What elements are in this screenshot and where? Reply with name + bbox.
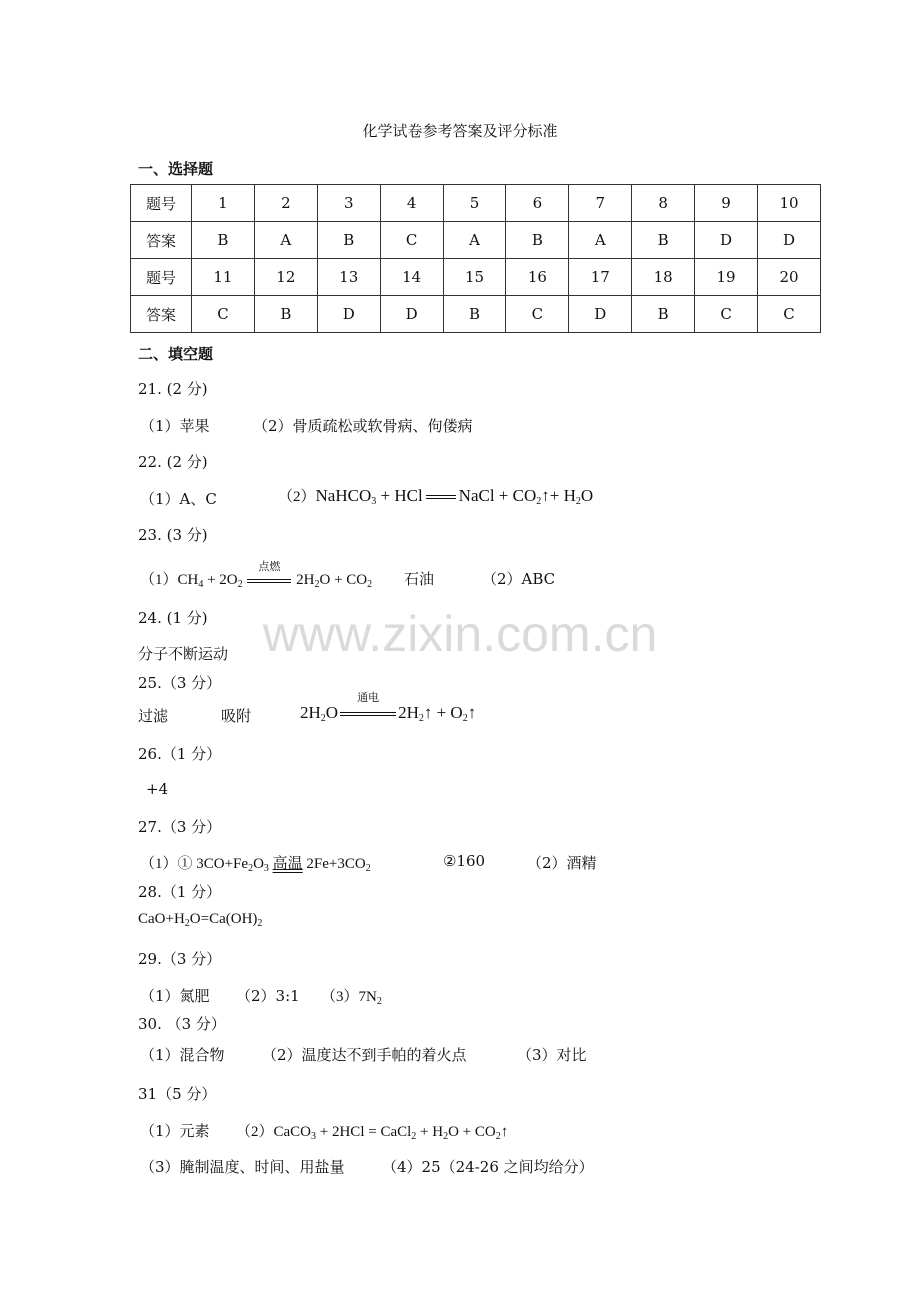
question-22-answer-1: （1）A、C — [140, 490, 217, 508]
table-cell: 17 — [569, 259, 632, 296]
question-31-answer-3: （3）腌制温度、时间、用盐量 — [140, 1158, 345, 1176]
question-23-head: 23. (3 分) — [138, 526, 208, 544]
question-28-answer: $CaO+H_2O=Ca(OH)_2$ — [138, 911, 263, 929]
table-cell: D — [380, 296, 443, 333]
question-29-answer-3: $(3)7N_2$ — [321, 989, 382, 1007]
question-24-answer: 分子不断运动 — [138, 645, 229, 663]
question-26-head: 26.（1 分） — [138, 745, 222, 763]
table-cell: 3 — [317, 185, 380, 222]
question-22-head: 22. (2 分) — [138, 453, 208, 471]
question-27-answer-2: ②160 — [443, 852, 486, 870]
answer-table — [130, 184, 821, 333]
table-cell: C — [758, 296, 821, 333]
table-cell: 2 — [254, 185, 317, 222]
question-21-answer-2: （2）骨质疏松或软骨病、佝偻病 — [253, 417, 473, 435]
question-21-answer-1: （1）苹果 — [140, 417, 210, 435]
question-23-equation: $(1)CH_4 + 2O_2$ 点燃 $2H_2O + CO_2$ — [140, 561, 373, 590]
table-cell: B — [254, 296, 317, 333]
equals-sign — [426, 495, 456, 499]
table-cell: 12 — [254, 259, 317, 296]
table-cell: 1 — [192, 185, 255, 222]
table-row — [131, 296, 821, 333]
section-heading-fill: 二、填空题 — [138, 345, 214, 363]
table-cell: 16 — [506, 259, 569, 296]
table-cell: D — [317, 296, 380, 333]
question-26-answer: +4 — [146, 780, 169, 798]
table-cell: C — [192, 296, 255, 333]
table-cell: 5 — [443, 185, 506, 222]
table-cell: 13 — [317, 259, 380, 296]
table-cell: 7 — [569, 185, 632, 222]
table-cell: D — [758, 222, 821, 259]
reaction-condition-ignite: 点燃 — [246, 572, 292, 589]
table-cell: 6 — [506, 185, 569, 222]
table-cell: 10 — [758, 185, 821, 222]
question-30-answer-3: （3）对比 — [517, 1046, 587, 1064]
page-title: 化学试卷参考答案及评分标准 — [362, 122, 558, 140]
table-cell: 18 — [632, 259, 695, 296]
question-28-head: 28.（1 分） — [138, 883, 222, 901]
table-cell: 11 — [192, 259, 255, 296]
table-cell: D — [695, 222, 758, 259]
table-cell: C — [695, 296, 758, 333]
table-cell: B — [632, 296, 695, 333]
table-row — [131, 185, 821, 222]
table-row — [131, 222, 821, 259]
watermark: www.zixin.com.cn — [262, 606, 658, 662]
row-label: 题号 — [131, 185, 192, 222]
section-heading-choice: 一、选择题 — [138, 160, 214, 178]
question-25-head: 25.（3 分） — [138, 674, 222, 692]
table-cell: A — [443, 222, 506, 259]
question-24-head: 24. (1 分) — [138, 609, 208, 627]
table-cell: 9 — [695, 185, 758, 222]
question-27-head: 27.（3 分） — [138, 818, 222, 836]
table-cell: A — [254, 222, 317, 259]
question-27-equation: （1）① $3CO+Fe_2O_3$ 高温 $2Fe+3CO_2$ — [140, 856, 371, 874]
table-cell: D — [569, 296, 632, 333]
table-row — [131, 259, 821, 296]
table-cell: B — [632, 222, 695, 259]
question-31-answer-1: （1）元素 — [140, 1122, 210, 1140]
table-cell: 15 — [443, 259, 506, 296]
question-30-head: 30. （3 分） — [138, 1015, 226, 1033]
question-23-answer-2: （2）ABC — [482, 570, 556, 588]
table-cell: 19 — [695, 259, 758, 296]
row-label: 答案 — [131, 222, 192, 259]
reaction-condition-high-temp: 高温 — [272, 856, 303, 872]
reaction-condition-electrolysis: 通电 — [338, 703, 398, 723]
question-30-answer-1: （1）混合物 — [140, 1046, 225, 1064]
question-27-answer-3: （2）酒精 — [527, 854, 597, 872]
table-cell: B — [192, 222, 255, 259]
table-cell: B — [506, 222, 569, 259]
table-cell: B — [443, 296, 506, 333]
question-23-answer-oil: 石油 — [404, 570, 435, 588]
table-cell: C — [506, 296, 569, 333]
question-25-answer-2: 吸附 — [221, 707, 252, 725]
question-29-answer-2: （2）3:1 — [236, 987, 300, 1005]
question-31-answer-4: （4）25（24-26 之间均给分） — [382, 1158, 594, 1176]
table-cell: C — [380, 222, 443, 259]
question-25-answer-1: 过滤 — [138, 707, 169, 725]
question-21-head: 21. (2 分) — [138, 380, 208, 398]
question-30-answer-2: （2）温度达不到手帕的着火点 — [262, 1046, 467, 1064]
question-29-head: 29.（3 分） — [138, 950, 222, 968]
table-cell: B — [317, 222, 380, 259]
table-cell: 4 — [380, 185, 443, 222]
table-cell: A — [569, 222, 632, 259]
question-29-answer-1: （1）氮肥 — [140, 987, 210, 1005]
question-25-equation: $2H_2O$ 通电 $2H_2↑$ + $O_2↑$ — [300, 692, 477, 724]
table-cell: 20 — [758, 259, 821, 296]
question-31-equation: （2）CaCO$_3$ + 2HCl = CaCl$_2$ + $H_2O$ + $CO_2↑$ — [236, 1124, 509, 1142]
question-22-equation: （2）NaHCO$_3$ + HCl NaCl + $CO_2↑+ H_2O$ — [278, 486, 594, 507]
row-label: 答案 — [131, 296, 192, 333]
question-31-head: 31（5 分） — [138, 1085, 217, 1103]
table-cell: 14 — [380, 259, 443, 296]
row-label: 题号 — [131, 259, 192, 296]
table-cell: 8 — [632, 185, 695, 222]
